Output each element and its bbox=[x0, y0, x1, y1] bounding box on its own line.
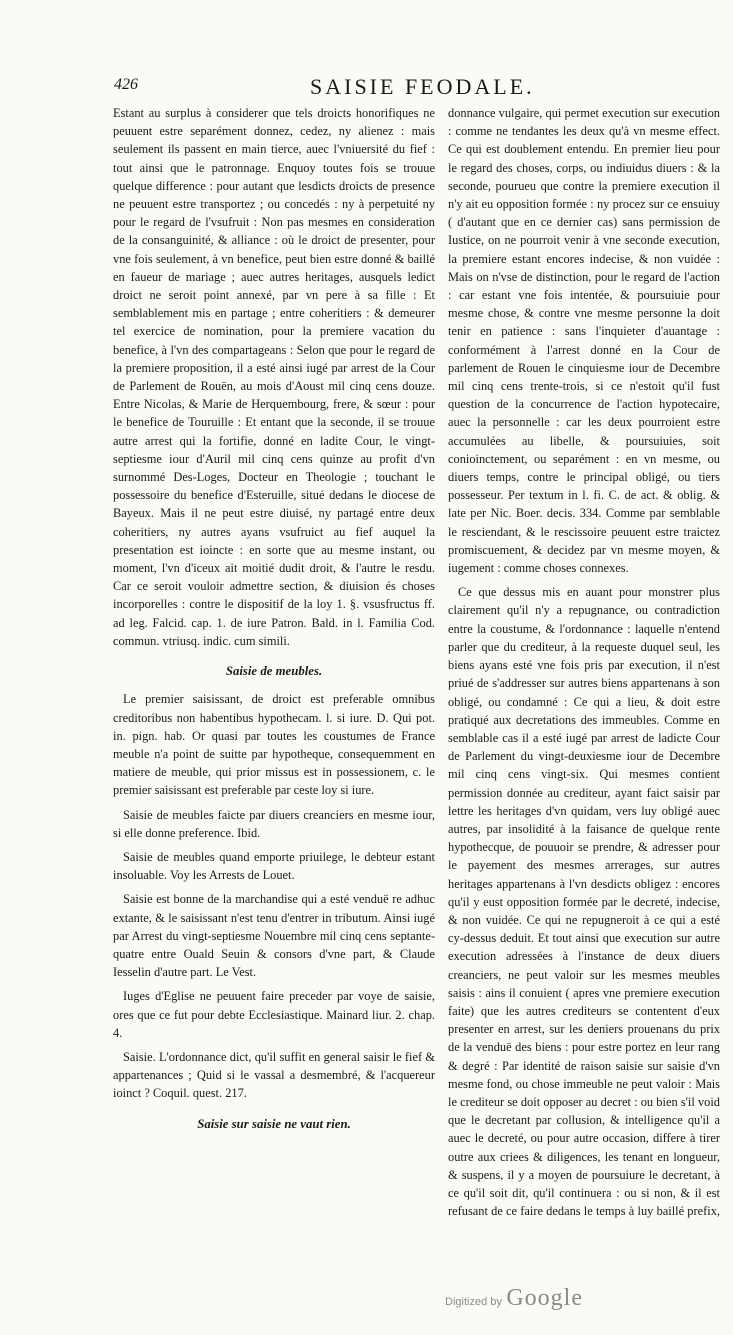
paragraph: Saisie. L'ordonnance dict, qu'il suffit en general saisir le fief & appartenances ; Quid si le vassal a desmembré, & l'acquereur ioinct ? Coquil. quest. 217. bbox=[113, 1049, 435, 1101]
paragraph: Saisie de meubles quand emporte priuilege, le debteur estant insoluable. Voy les Arrests de Louet. bbox=[113, 849, 435, 883]
paragraph: Estant au surplus à considerer que tels droicts honorifiques ne peuuent estre separément donnez, cedez, ny alienez : mais seulement ils passent en main tierce, auec l'vniuersité du fief : tout ainsi que le patronnage. Enquoy toutes fois se trouue quelque difference : pour autant que lesdicts droicts de presence ne peuuent estre transportez ; ou concedés : ny à perpetuité ny pour le regard de l'vsufruit : Non pas mesmes en consideration de la consanguinité, & alliance : où le droict de presenter, pour vne fois seulement, à vn benefice, peut bien estre donné & baillé en faueur de mariage ; auec autres heritages, ausquels ledict droict ne seroit point annexé, par vn pere à sa fille : Et semblablement mis en partage ; entre coheritiers : & demeurer tel exercice de nomination, pour la premiere vacation du benefice, à l'vn des compartageans : Selon que pour le regard de la premiere proposition, il a esté ainsi iugé par arrest de la Cour de Parlement de Rouën, au mois d'Aoust mil cinq cens douze. Entre Nicolas, & Marie de Herquembourg, frere, & sœur : pour le benefice de Touruille : Et entant que la seconde, il se trouue autre arrest qui la fortifie, donné en ladite Cour, le vingt-septiesme iour d'Auril mil cinq cens quinze au profit d'vn surnommé Des-Loges, Docteur en Theologie ; touchant le possessoire du benefice d'Esteruille, situé dedans le diocese de Bayeux. Mais il ne peut estre diuisé, ny partagé entre deux coheritiers, ny autres ayans vsufruict au fief auquel la presentation est ioincte : en sorte que au mesme instant, ou moment, l'vn d'iceux ait moitié dudit droit, & l'autre le resdu. Car ce seroit vouloir admettre section, & diuision és choses incorporelles : contre le dispositif de la loy 1. §. vsusfructus ff. ad leg. Falcid. cap. 1. de iure Patron. Bald. in l. Familia Cod. commun. vtriusq. indic. cum simili. bbox=[113, 106, 435, 648]
watermark-prefix: Digitized by bbox=[445, 1296, 502, 1308]
watermark-brand: Google bbox=[506, 1285, 583, 1311]
paragraph: donnance vulgaire, qui permet execution sur execution : comme ne tendantes les deux qu'à vn mesme effect. Ce qui est doublement entendu. En premier lieu pour le regard des choses, corps, ou indiuidus diuers : & la seconde, pourueu que contre la premiere execution il n'y ait eu opposition formée : ny procez sur ce ensuiuy ( d'autant que en ce dernier cas) sans permission de Iustice, on ne pourroit venir à vne seconde execution, la premiere estant encores indecise, & non vuidée : Mais on n'vse de distinction, pour le regard de l'action : car estant vne fois intentée, & poursuiuie pour mesme chose, & contre vne mesme personne la doit tenir en patience : sans l'inquieter d'auantage : conformément à l'arrest donné en la Cour de parlement de Rouen le cinquiesme iour de Decembre mil cinq cens trente-trois, si ce n'estoit qu'il fust question de la concurrence de l'action hypotecaire, auec la personnelle : car les deux pourroient estre accumulées au libelle, & poursuiuies, soit conioinctement, ou separément : en vn mesme, ou diuers temps, contre le principal obligé, ou tiers possesseur. Per textum in l. fi. C. de act. & oblig. & late per Nic. Boer. decis. 334. Comme par semblable le resciendant, & le rescissoire peuuent estre traictez promiscuement, & decidez par vn mesme moyen, & iugement : comme choses connexes. bbox=[448, 106, 720, 576]
paragraph: Ce que dessus mis en auant pour monstrer plus clairement qu'il n'y a repugnance, ou contradiction entre la coustume, & l'ordonnance : laquelle n'entend parler que du crediteur, à la requeste duquel seul, les biens ayans esté vne fois pris par execution, il n'est priué de s'addresser sur autres biens appartenans à son obligé, ou condamné : Ce qui a lieu, & doit estre pratiqué aux decretations des immeubles. Comme en semblable cas il a esté iugé par arrest de ladicte Cour de Parlement du vingt-deuxiesme iour de Decembre mil cinq cens vingt-six. Qui mesmes contient permission donnée au crediteur, ayant faict saisir par lettre les heritages d'vn quidam, vers luy obligé auec autres, par insolidité à la faisance de quelque rente hypothecque, de pouuoir se prendre, & adresser pour le payement des mesmes arrerages, sur autres heritages appartenans à l'vn desdicts obligez : encores qu'il y eust opposition formée par le decreté, indecise, & non vuidée. Ce qui ne repugneroit à ce qui a esté cy-dessus deduit. Et tout ainsi que execution sur autre execution adressées à l'instance de deux diuers creanciers, ne peut valoir sur les mesmes meubles saisis : ains il conuient ( apres vne premiere execution faite) que les autres crediteurs se contentent d'eux presenter en arrest, sur les deniers prouenans du prix de la venduë des biens : pour estre portez en leur rang & degré : Par identité de raison saisie sur saisie d'vn mesme fond, ou chose immeuble ne peut valoir : Mais le crediteur se doit opposer au decret : ou bien s'il void que le decretant par collusion, & intelligence qu'il a auec le decreté, ou pour autre occasion, differe à tirer outre aux criees & diligences, les tenant en longueur, & suspens, il y a moyen de poursuiure le decretant, à ce qu'il soit dit, qu'il continuera : ou si non, & il est refusant de ce faire dedans le temps à luy baillé prefix, bbox=[448, 585, 720, 1219]
right-column bbox=[448, 104, 720, 1224]
section-heading: Saisie de meubles. bbox=[225, 664, 323, 679]
left-column bbox=[113, 104, 435, 1144]
paragraph: Saisie de meubles faicte par diuers creanciers en mesme iour, si elle donne preference. Ibid. bbox=[113, 807, 435, 840]
section-heading: Saisie sur saisie ne vaut rien. bbox=[197, 1116, 351, 1131]
paragraph: Saisie est bonne de la marchandise qui a esté venduë re adhuc extante, & le saisissant n'est tenu d'entrer in tributum. Ainsi iugé par Arrest du vingt-septiesme Nouembre mil cinq cens septante-quatre entre Ouald Seuin & consors d'vne part, & Claude Iesselin d'autre part. Le Vest. bbox=[113, 892, 435, 980]
paragraph: Le premier saisissant, de droict est preferable omnibus creditoribus non habentibus hypothecam. l. si iure. D. Qui pot. in. pign. hab. Or quasi par toutes les coustumes de France meuble n'a point de suitte par hypotheque, consequemment en matiere de meuble, qui prior missus est in possessionem, c. le premier saisissant est preferable par ceste loy si iure. bbox=[113, 692, 435, 798]
running-head: SAISIE FEODALE. bbox=[310, 74, 535, 99]
paragraph bbox=[113, 1143, 435, 1144]
page-number: 426 bbox=[114, 76, 138, 93]
page-header bbox=[110, 74, 710, 100]
digitized-watermark bbox=[445, 1285, 583, 1312]
paragraph: Iuges d'Eglise ne peuuent faire preceder par voye de saisie, ores que ce fut pour debte Ecclesiastique. Mainard liur. 2. chap. 4. bbox=[113, 989, 435, 1040]
